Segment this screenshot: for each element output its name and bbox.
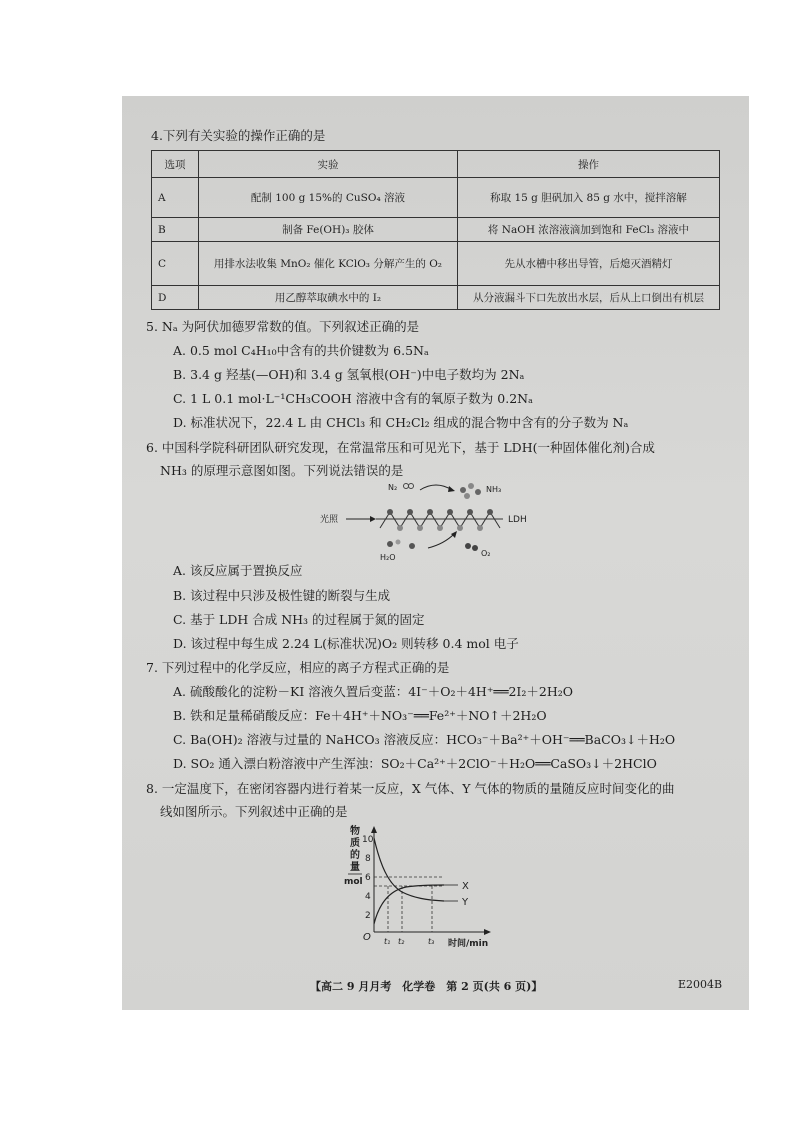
q6-option-d: D. 该过程中每生成 2.24 L(标准状况)O₂ 则转移 0.4 mol 电子 — [173, 636, 519, 651]
y-tick-label: 4 — [365, 892, 371, 902]
ylabel-char: 质 — [350, 838, 360, 849]
n2-molecule — [409, 484, 414, 489]
table-header-option: 选项 — [152, 151, 199, 178]
lattice-atom — [397, 525, 403, 531]
q7-option-a: A. 硫酸酸化的淀粉－KI 溶液久置后变蓝：4I⁻＋O₂＋4H⁺══2I₂＋2H₂O — [173, 684, 573, 699]
row-option: C — [152, 242, 199, 286]
table-row — [152, 286, 720, 310]
origin-label: O — [363, 932, 371, 943]
row-operation: 将 NaOH 浓溶液滴加到饱和 FeCl₃ 溶液中 — [457, 218, 719, 242]
lattice-atom — [417, 525, 423, 531]
exam-page — [122, 96, 749, 1010]
nh3-molecule — [460, 487, 466, 493]
h2o-molecule — [387, 541, 393, 547]
nh3-molecule — [468, 483, 474, 489]
n2-arrowhead — [448, 486, 455, 492]
table-row — [152, 218, 720, 242]
q4-stem: 4.下列有关实验的操作正确的是 — [151, 128, 326, 143]
table-row — [152, 178, 720, 218]
lattice-atom — [387, 509, 393, 515]
table-row — [152, 242, 720, 286]
q5-option-d: D. 标准状况下，22.4 L 由 CHCl₃ 和 CH₂Cl₂ 组成的混合物中含有的分子数为 Nₐ — [173, 415, 629, 430]
y-tick-label: 10 — [362, 835, 374, 845]
h2o-label: H₂O — [380, 553, 396, 562]
q6-stem-line2: NH₃ 的原理示意图如图。下列说法错误的是 — [160, 463, 404, 478]
h2o-molecule — [409, 543, 415, 549]
ldh-label: LDH — [508, 515, 527, 525]
lattice-atom — [447, 509, 453, 515]
q8-stem-line2: 线如图所示。下列叙述中正确的是 — [160, 804, 348, 819]
ylabel-char: 量 — [350, 862, 360, 873]
table-header-experiment: 实验 — [199, 151, 458, 178]
q6-stem-line1: 6. 中国科学院科研团队研究发现，在常温常压和可见光下，基于 LDH(一种固体催化剂)合成 — [146, 440, 655, 455]
lattice-atom — [487, 509, 493, 515]
q8-graph — [336, 824, 526, 952]
q7-option-b: B. 铁和足量稀硝酸反应：Fe＋4H⁺＋NO₃⁻══Fe²⁺＋NO↑＋2H₂O — [173, 708, 547, 723]
q4-table — [151, 150, 720, 310]
q7-option-c: C. Ba(OH)₂ 溶液与过量的 NaHCO₃ 溶液反应：HCO₃⁻＋Ba²⁺＋OH⁻══BaCO₃↓＋H₂O — [173, 732, 676, 747]
nh3-molecule — [464, 493, 470, 499]
x-axis-arrow — [484, 929, 491, 935]
lattice-atom — [427, 509, 433, 515]
x-tick-label: t₂ — [398, 937, 405, 946]
lattice-atom — [437, 525, 443, 531]
ylabel-char: 物 — [350, 826, 360, 837]
table-header-operation: 操作 — [457, 151, 719, 178]
row-option: B — [152, 218, 199, 242]
y-tick-label: 8 — [365, 854, 371, 864]
n2-arrow — [420, 485, 452, 490]
y-tick-label: 6 — [365, 873, 371, 883]
y-tick-label: 2 — [365, 911, 371, 921]
n2-label: N₂ — [388, 483, 398, 492]
curve-y — [374, 838, 444, 901]
row-experiment: 配制 100 g 15%的 CuSO₄ 溶液 — [199, 178, 458, 218]
series-x-label: X — [462, 881, 469, 892]
o2-molecule — [465, 543, 471, 549]
row-experiment: 用排水法收集 MnO₂ 催化 KClO₃ 分解产生的 O₂ — [199, 242, 458, 286]
q8-stem-line1: 8. 一定温度下，在密闭容器内进行着某一反应，X 气体、Y 气体的物质的量随反应时间变化的曲 — [146, 781, 675, 796]
q5-option-b: B. 3.4 g 羟基(—OH)和 3.4 g 氢氧根(OH⁻)中电子数均为 2Nₐ — [173, 367, 525, 382]
q5-option-a: A. 0.5 mol C₄H₁₀中含有的共价键数为 6.5Nₐ — [173, 343, 429, 358]
x-tick-label: t₁ — [384, 937, 391, 946]
row-option: D — [152, 286, 199, 310]
lattice-atom — [407, 509, 413, 515]
o2-arrowhead — [451, 531, 457, 538]
curve-x — [374, 885, 444, 924]
page-footer: 【高二 9 月月考 化学卷 第 2 页(共 6 页)】 — [310, 980, 543, 993]
o2-molecule — [472, 545, 478, 551]
ldh-diagram — [318, 476, 548, 566]
x-tick-label: t₃ — [428, 937, 435, 946]
row-experiment: 制备 Fe(OH)₃ 胶体 — [199, 218, 458, 242]
row-operation: 从分液漏斗下口先放出水层，后从上口倒出有机层 — [457, 286, 719, 310]
series-y-label: Y — [462, 897, 469, 908]
q6-option-c: C. 基于 LDH 合成 NH₃ 的过程属于氮的固定 — [173, 612, 425, 627]
row-operation: 称取 15 g 胆矾加入 85 g 水中，搅拌溶解 — [457, 178, 719, 218]
y-axis-arrow — [371, 826, 377, 833]
paper-code: E2004B — [678, 978, 723, 991]
nh3-label: NH₃ — [486, 485, 502, 494]
o2-arrow — [428, 534, 454, 548]
x-axis-label: 时间/min — [448, 939, 489, 949]
y-unit: mol — [344, 877, 363, 887]
row-operation: 先从水槽中移出导管，后熄灭酒精灯 — [457, 242, 719, 286]
q5-option-c: C. 1 L 0.1 mol·L⁻¹CH₃COOH 溶液中含有的氧原子数为 0.2Nₐ — [173, 391, 533, 406]
row-experiment: 用乙醇萃取碘水中的 I₂ — [199, 286, 458, 310]
q6-option-b: B. 该过程中只涉及极性键的断裂与生成 — [173, 588, 391, 603]
o2-label: O₂ — [481, 549, 491, 558]
q7-stem: 7. 下列过程中的化学反应，相应的离子方程式正确的是 — [146, 660, 450, 675]
q7-option-d: D. SO₂ 通入漂白粉溶液中产生浑浊：SO₂＋Ca²⁺＋2ClO⁻＋H₂O══CaSO₃↓＋2HClO — [173, 756, 657, 771]
q5-stem: 5. Nₐ 为阿伏加德罗常数的值。下列叙述正确的是 — [146, 319, 420, 334]
lattice-atom — [477, 525, 483, 531]
light-label: 光照 — [320, 515, 339, 525]
row-option: A — [152, 178, 199, 218]
q6-option-a: A. 该反应属于置换反应 — [173, 563, 303, 578]
h2o-molecule — [396, 540, 401, 545]
lattice-atom — [457, 525, 463, 531]
nh3-molecule — [475, 489, 481, 495]
light-arrowhead — [370, 516, 376, 522]
lattice-atom — [467, 509, 473, 515]
ylabel-char: 的 — [350, 850, 360, 861]
table-header-row — [152, 151, 720, 178]
n2-molecule — [404, 484, 409, 489]
